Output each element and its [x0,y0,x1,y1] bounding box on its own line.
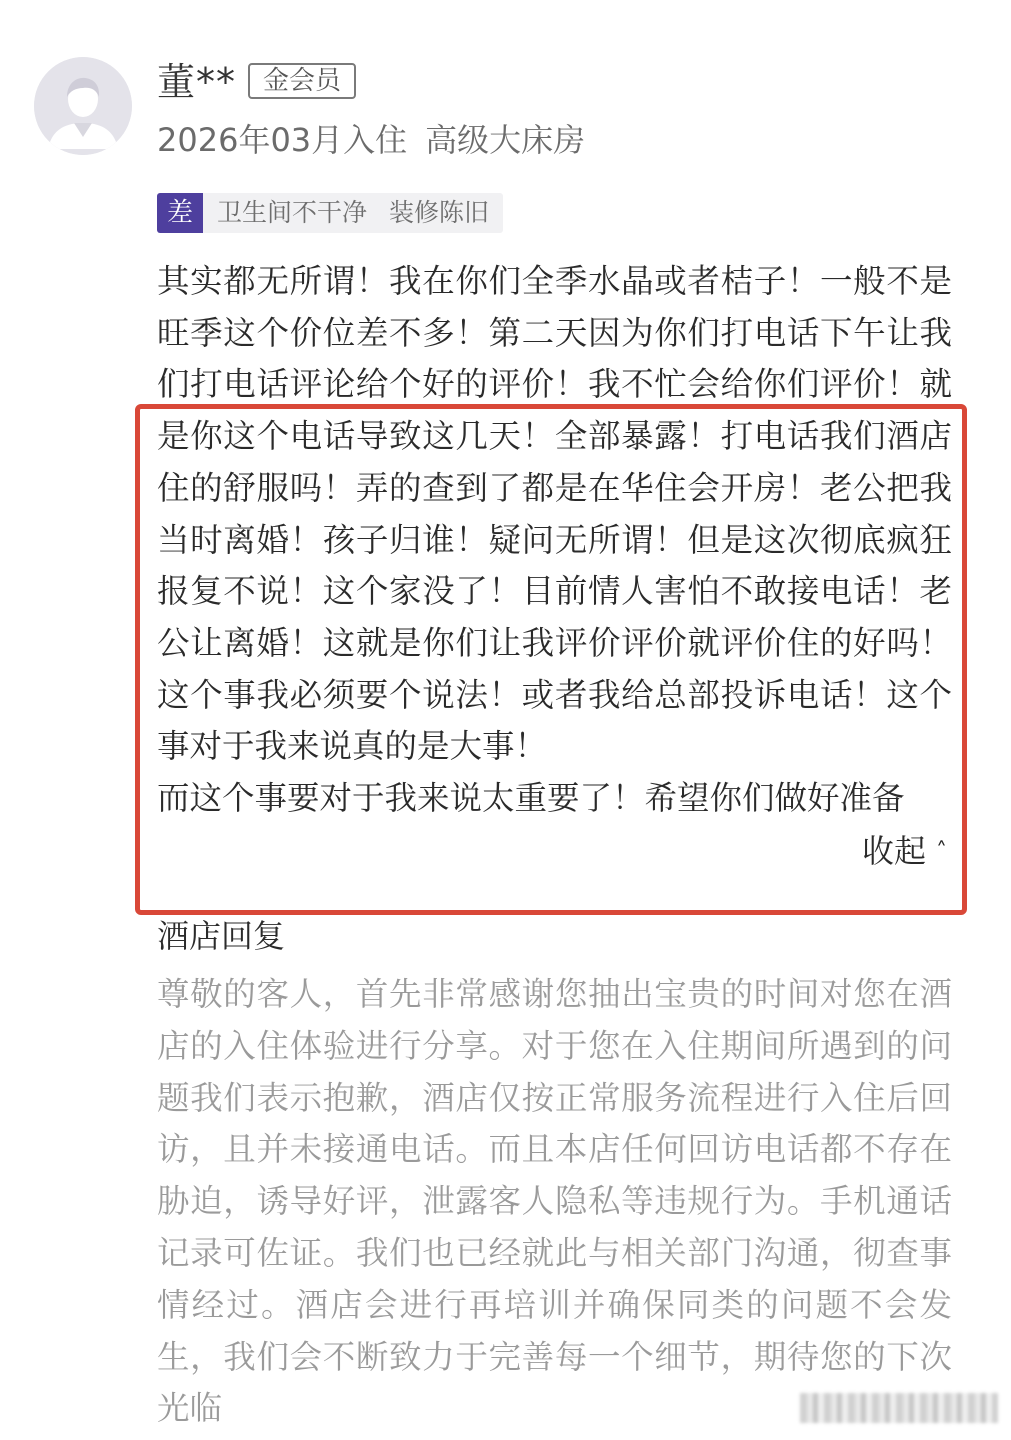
stay-info [157,116,585,164]
user-avatar-icon[interactable] [34,57,132,155]
collapse-label: 收起 [862,832,927,870]
tag-item: 装修陈旧 [389,198,490,227]
room-type: 高级大床房 [425,121,586,159]
hotel-reply-body: 尊敬的客人，首先非常感谢您抽出宝贵的时间对您在酒店的入住体验进行分享。对于您在入住期间所遇到的问题我们表示抱歉，酒店仅按正常服务流程进行入住后回访，且并未接通电话。而且本店任何回访电话都不存在胁迫，诱导好评，泄露客人隐私等违规行为。手机通话记录可佐证。我们也已经就此与相关部门沟通，彻查事情经过。酒店会进行再培训并确保同类的问题不会发生，我们会不断致力于完善每一个细节，期待您的下次光临 [157,975,952,1428]
watermark [800,1393,998,1423]
rating-tags [157,193,503,233]
highlight-box [135,404,967,915]
member-level-badge: 金会员 [248,63,356,99]
review-text: 其实都无所谓！我在你们全季水晶或者桔子！一般不是旺季这个价位差不多！第二天因为你们打电话下午让我们打电话评论给个好的评价！我不忙会给你们评价！就是你这个电话导致这几天！全部暴露！打电话我们酒店住的舒服吗！弄的查到了都是在华住会开房！老公把我当时离婚！孩子归谁！疑问无所谓！但是这次彻底疯狂报复不说！这个家没了！目前情人害怕不敢接电话！老公让离婚！这就是你们让我评价评价就评价住的好吗！这个事我必须要个说法！或者我给总部投诉电话！这个事对于我来说真的是大事！ 而这个事要对于我来说太重要了！希望你们做好准备 [157,262,952,818]
chevron-up-icon: ˄ [936,839,948,864]
stay-date: 2026年03月入住 [157,121,408,159]
tag-list [203,193,503,233]
hotel-reply-title: 酒店回复 [157,917,286,955]
tag-item: 卫生间不干净 [217,198,368,227]
reviewer-name: 董** [157,60,237,104]
rating-label: 差 [157,193,203,233]
